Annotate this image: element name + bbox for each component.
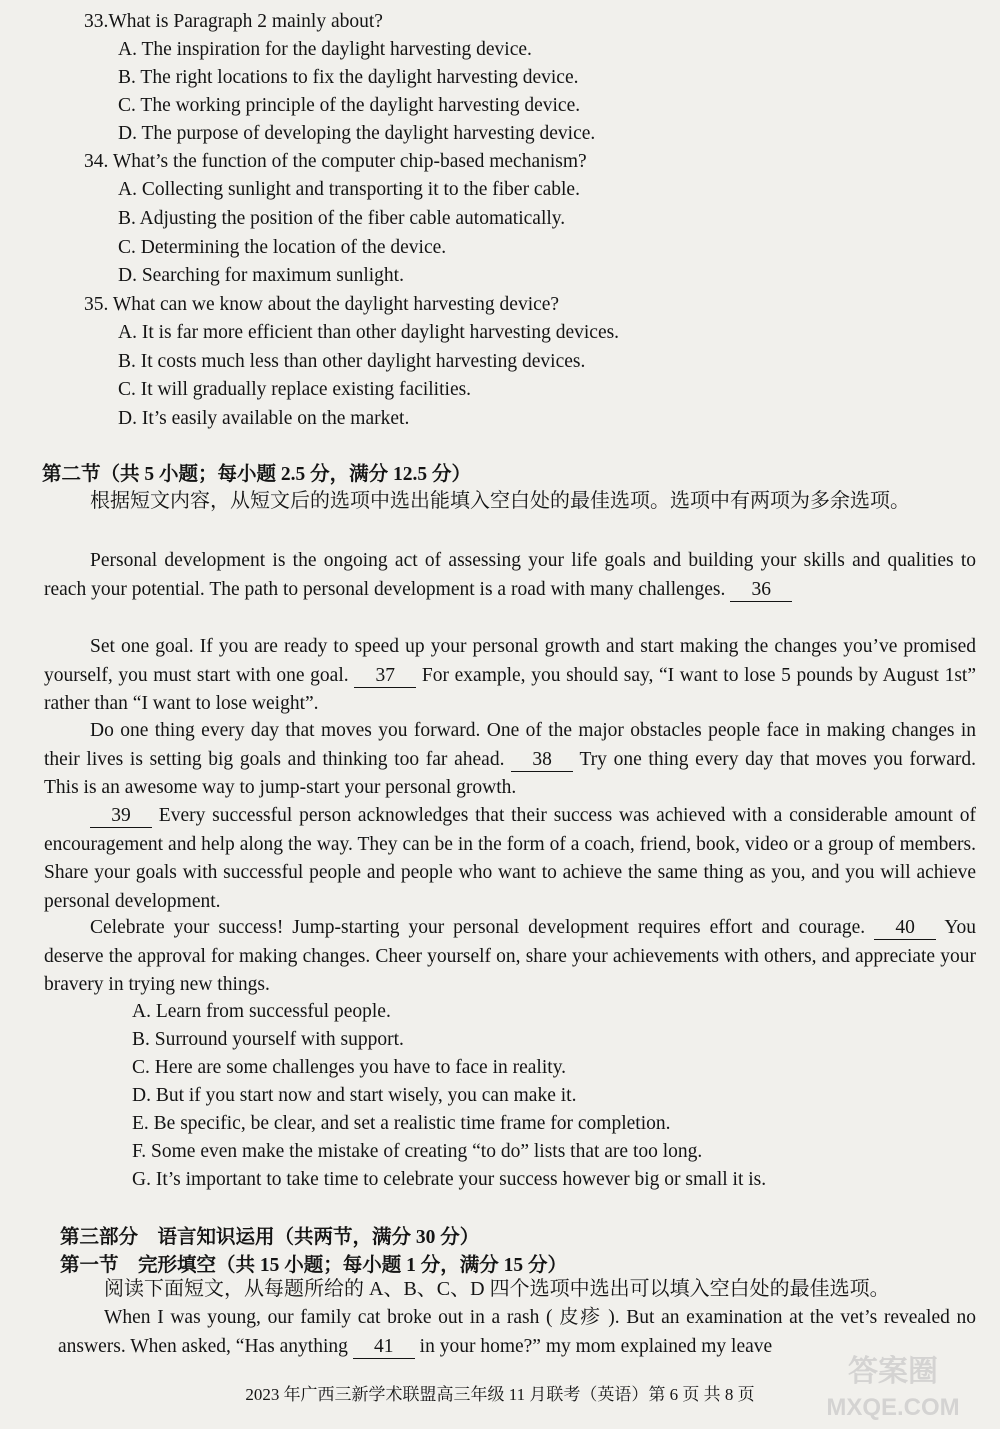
question-33-option-a: A. The inspiration for the daylight harvesting device. <box>118 39 532 60</box>
blank-41: 41 <box>353 1336 415 1359</box>
passage-paragraph-5: Celebrate your success! Jump-starting your personal development requires effort and courage. 40 You deserve the approval for making changes. Cheer yourself on, share your achievements with others, and appreciate your bravery in trying new things. <box>44 917 976 995</box>
watermark-line-1: 答案圈 <box>848 1355 938 1388</box>
watermark-line-2: MXQE.COM <box>826 1394 960 1421</box>
question-34-option-c: C. Determining the location of the device. <box>118 237 447 258</box>
part-3-instruction: 阅读下面短文，从每题所给的 A、B、C、D 四个选项中选出可以填入空白处的最佳选项。 <box>104 1278 890 1300</box>
blank-38: 38 <box>511 749 573 772</box>
blank-36: 36 <box>730 579 792 602</box>
choice-option-c: C. Here are some challenges you have to face in reality. <box>132 1057 567 1078</box>
cloze-passage: When I was young, our family cat broke out in a rash ( 皮疹 ). But an examination at the vet’s revealed no answers. When asked, “Has anything 41 in your home?” my mom explained my leave <box>58 1307 976 1357</box>
question-34-stem: 34. What’s the function of the computer chip-based mechanism? <box>84 151 587 172</box>
section-2-heading: 第二节（共 5 小题；每小题 2.5 分，满分 12.5 分） <box>42 464 472 485</box>
question-33-stem: 33.What is Paragraph 2 mainly about? <box>84 11 383 32</box>
section-2-instruction: 根据短文内容，从短文后的选项中选出能填入空白处的最佳选项。选项中有两项为多余选项。 <box>90 490 910 512</box>
passage-paragraph-4: 39 Every successful person acknowledges that their success was achieved with a considerable amount of encouragement and help along the way. They can be in the form of a coach, friend, book, video or a group of members. Share your goals with successful people and people who want to achieve the same thing as you, and you will achieve personal development. <box>44 805 976 912</box>
choice-option-g: G. It’s important to take time to celebrate your success however big or small it is. <box>132 1169 767 1190</box>
blank-40: 40 <box>874 917 936 940</box>
choice-option-f: F. Some even make the mistake of creating “to do” lists that are too long. <box>132 1141 703 1162</box>
choice-option-d: D. But if you start now and start wisely, you can make it. <box>132 1085 577 1106</box>
question-34-option-a: A. Collecting sunlight and transporting it to the fiber cable. <box>118 179 580 200</box>
page-footer: 2023 年广西三新学术联盟高三年级 11 月联考（英语）第 6 页 共 8 页 <box>245 1385 755 1404</box>
question-35-stem: 35. What can we know about the daylight harvesting device? <box>84 294 560 315</box>
question-33-option-c: C. The working principle of the daylight harvesting device. <box>118 95 581 116</box>
blank-39: 39 <box>90 805 152 828</box>
question-35-option-d: D. It’s easily available on the market. <box>118 408 410 429</box>
watermark-logo <box>808 1345 978 1425</box>
part-3-heading: 第三部分 语言知识运用（共两节，满分 30 分） <box>60 1227 480 1248</box>
passage-paragraph-3: Do one thing every day that moves you forward. One of the major obstacles people face in making changes in their lives is setting big goals and thinking too far ahead. 38 Try one thing every day that moves you forward. This is an awesome way to jump-start your personal growth. <box>44 720 976 798</box>
question-33-option-d: D. The purpose of developing the daylight harvesting device. <box>118 123 596 144</box>
choice-option-a: A. Learn from successful people. <box>132 1001 391 1022</box>
question-35-option-b: B. It costs much less than other daylight harvesting devices. <box>118 351 586 372</box>
choice-option-e: E. Be specific, be clear, and set a realistic time frame for completion. <box>132 1113 671 1134</box>
passage-paragraph-1: Personal development is the ongoing act of assessing your life goals and building your skills and qualities to reach your potential. The path to personal development is a road with many challenges. 36 <box>44 550 976 600</box>
question-35-option-a: A. It is far more efficient than other daylight harvesting devices. <box>118 322 620 343</box>
question-35-option-c: C. It will gradually replace existing facilities. <box>118 379 472 400</box>
part-3-section-1-heading: 第一节 完形填空（共 15 小题；每小题 1 分，满分 15 分） <box>60 1255 568 1276</box>
blank-37: 37 <box>354 665 416 688</box>
question-34-option-d: D. Searching for maximum sunlight. <box>118 265 404 286</box>
question-33-option-b: B. The right locations to fix the daylight harvesting device. <box>118 67 579 88</box>
choice-option-b: B. Surround yourself with support. <box>132 1029 404 1050</box>
passage-paragraph-2: Set one goal. If you are ready to speed up your personal growth and start making the changes you’ve promised yourself, you must start with one goal. 37 For example, you should say, “I want to lose 5 pounds by August 1st” rather than “I want to lose weight”. <box>44 636 976 714</box>
question-34-option-b: B. Adjusting the position of the fiber cable automatically. <box>118 208 566 229</box>
